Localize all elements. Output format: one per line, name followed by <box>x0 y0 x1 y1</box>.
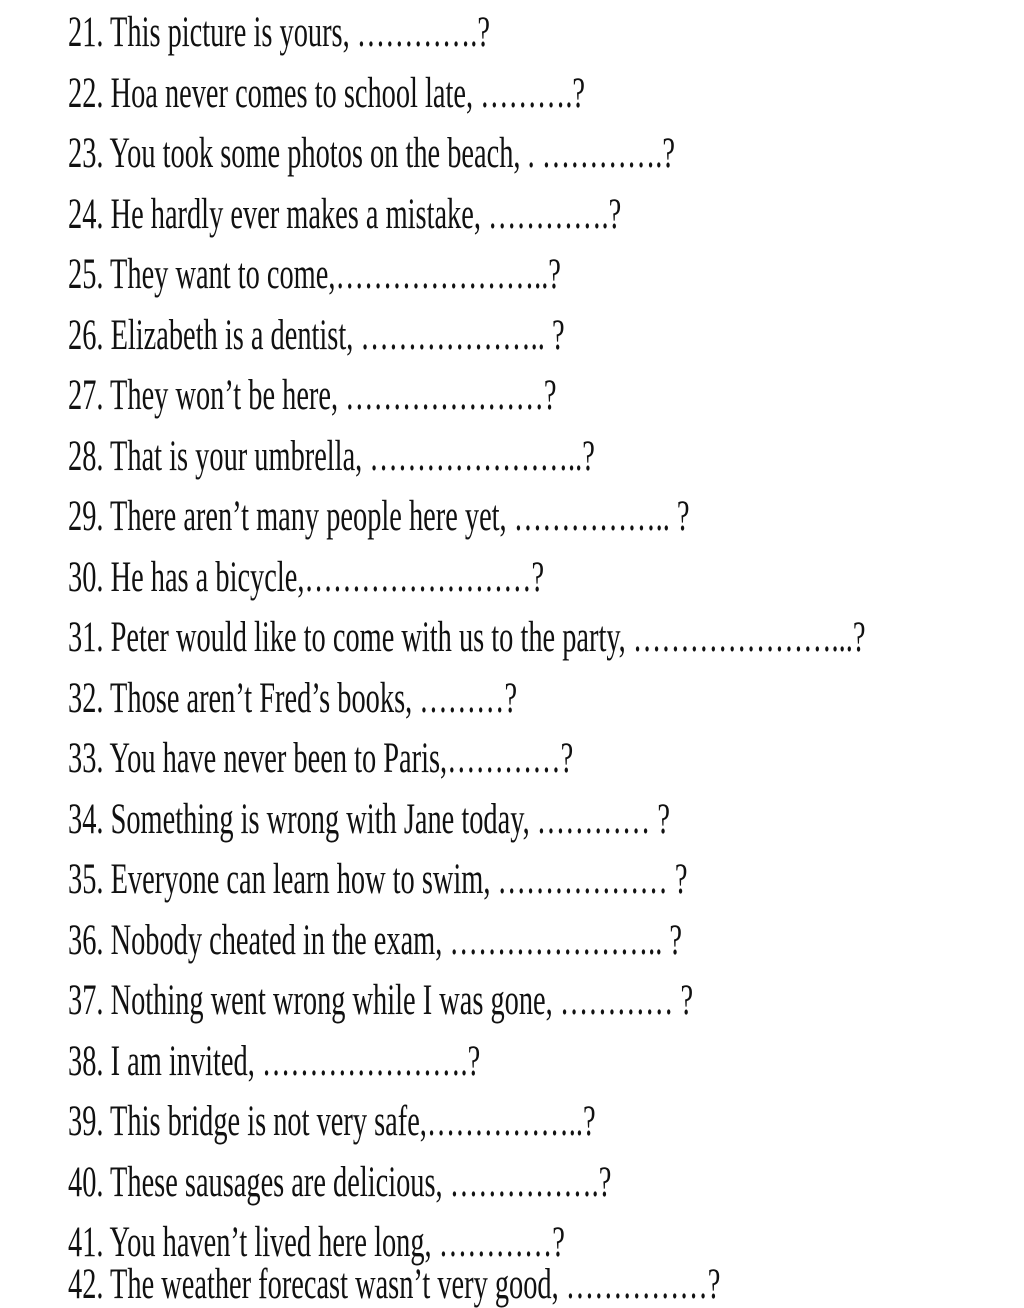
question-25: 25. They want to come,…………………..? <box>68 251 561 298</box>
question-31: 31. Peter would like to come with us to the party, …………………...? <box>68 614 866 661</box>
question-41: 41. You haven’t lived here long, …………? <box>68 1219 565 1266</box>
question-38: 38. I am invited, ………………….? <box>68 1037 481 1085</box>
question-40: 40. These sausages are delicious, …………….? <box>68 1158 612 1206</box>
question-21: 21. This picture is yours, ………….? <box>68 9 490 56</box>
question-33: 33. You have never been to Paris,…………? <box>68 735 574 782</box>
question-list <box>68 8 1008 1279</box>
question-30: 30. He has a bicycle,……………………? <box>68 553 545 601</box>
question-22: 22. Hoa never comes to school late, ……….? <box>68 69 586 117</box>
question-36: 36. Nobody cheated in the exam, ………………….. ? <box>68 916 682 964</box>
question-35: 35. Everyone can learn how to swim, ……………… ? <box>68 856 688 903</box>
question-37: 37. Nothing went wrong while I was gone, ………… ? <box>68 977 694 1024</box>
question-29: 29. There aren’t many people here yet, …………….. ? <box>68 493 690 540</box>
question-34: 34. Something is wrong with Jane today, ………… ? <box>68 795 670 843</box>
question-32: 32. Those aren’t Fred’s books, ………? <box>68 674 518 722</box>
question-26: 26. Elizabeth is a dentist, ……………….. ? <box>68 311 565 359</box>
question-24: 24. He hardly ever makes a mistake, ………….? <box>68 190 622 238</box>
question-39: 39. This bridge is not very safe,……………..? <box>68 1098 596 1145</box>
question-23: 23. You took some photos on the beach, . ………….? <box>68 130 675 177</box>
question-27: 27. They won’t be here, …………………? <box>68 372 557 419</box>
question-28: 28. That is your umbrella, …………………..? <box>68 432 595 480</box>
question-42-partial: 42. The weather forecast wasn’t very good, ……………? <box>68 1261 721 1308</box>
